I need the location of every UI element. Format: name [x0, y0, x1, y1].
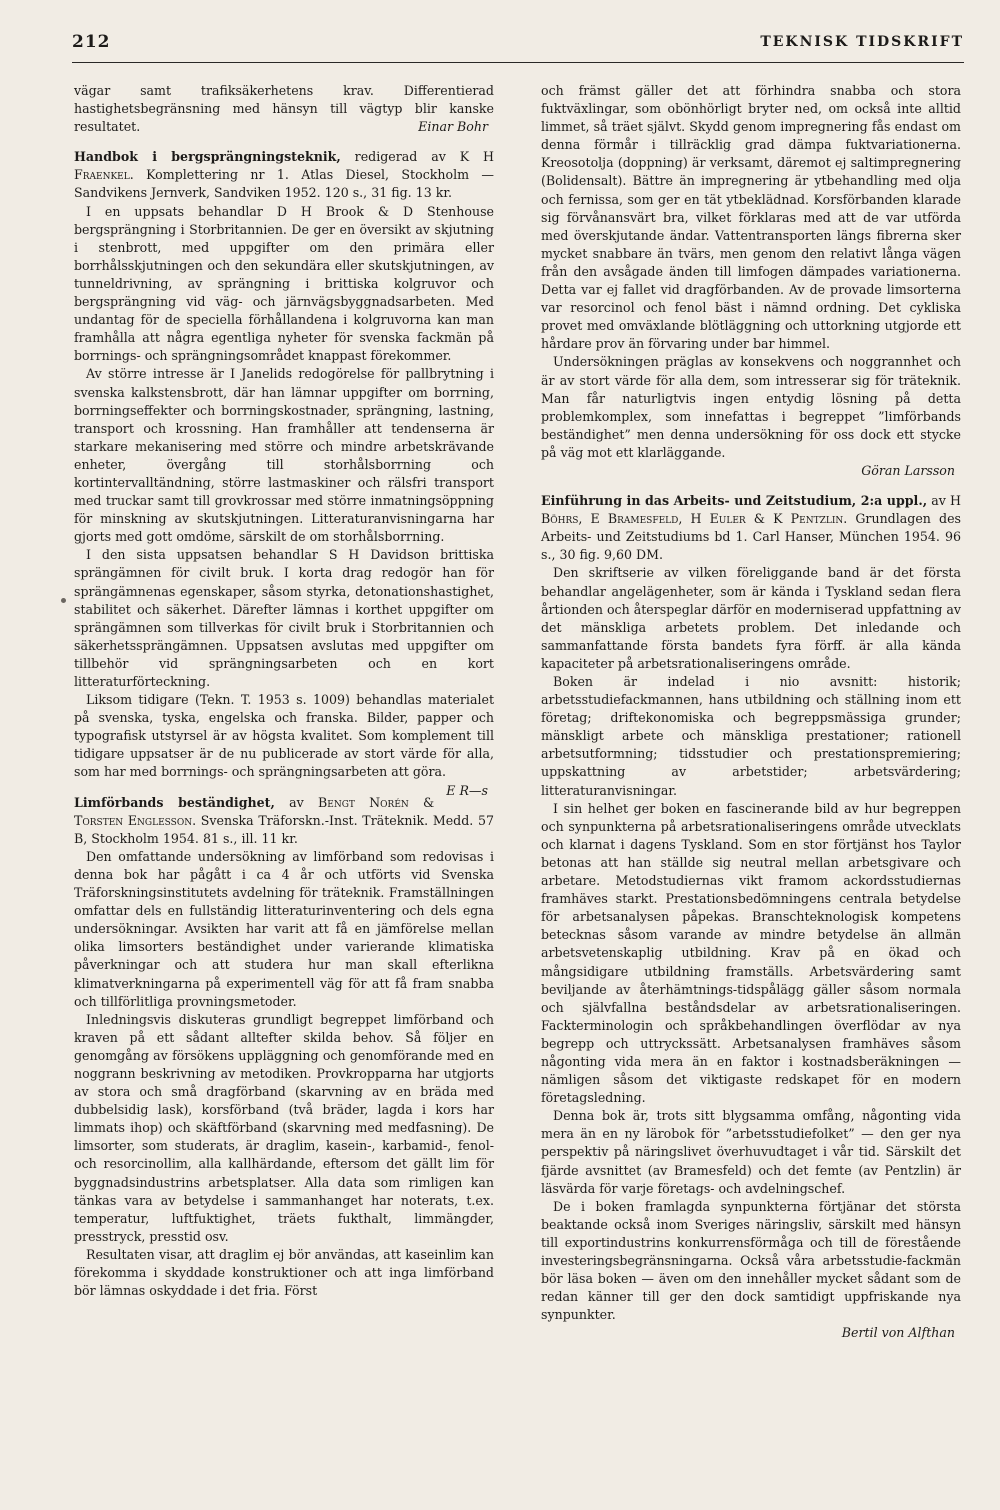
intro-continuation [74, 82, 494, 136]
review-editor-name: Fraenkel [74, 167, 130, 183]
review-paragraph: I en uppsats behandlar D H Brook & D Stenhouse bergsprängning i Storbritannien. De ger en översikt av skjutning i stenbrott, med uppgifter om den primära eller borrhålsskjutningen och den sekundära eller skutskjutningen, av tunneldrivning, av sprängning i brittiska kolgruvor och bergsprängning vid väg- och järnvägsbyggnadsarbeten. Med undantag för de speciella förhållandena i kolgruvorna kan man framhålla att några egentliga nyheter för svenska fackmän på borrnings- och sprängningsområdet knappast förekommer. [74, 203, 494, 364]
review-title: Einführung in das Arbeits- und Zeitstudium, [541, 493, 857, 509]
review-signature: Bertil von Alfthan [841, 1325, 955, 1341]
right-column [541, 82, 961, 1342]
review-paragraph-text: Liksom tidigare (Tekn. T. 1953 s. 1009) behandlas materialet på svenska, tyska, engelska och franska. Bilder, papper och typografisk utstyrsel är av högsta kvalitet. Som komplement till tidigare uppsatser är de nu publicerade av stort värde för alla, som har med borrnings- och sprängningsarbeten att göra. [74, 692, 494, 780]
page-header [72, 30, 964, 63]
review-paragraph: I den sista uppsatsen behandlar S H Davidson brittiska sprängämnen för civilt bruk. I korta drag redogör han för sprängämnenas egenskaper, såsom styrka, detonationshastighet, stabilitet och säkerhet. Därefter lämnas i korthet uppgifter om sprängämnen som tillverkas för civilt bruk i Storbritannien och säkerhetssprängämnen. Uppsatsen avslutas med uppgifter om tillbehör vid sprängningsarbeten och en kort litteraturförteckning. [74, 547, 494, 689]
intro-text: vägar samt trafiksäkerhetens krav. Differentierad hastighetsbegränsning med hänsyn till vägtyp blir kanske resultatet. [74, 83, 494, 135]
review-limforbands-continued [541, 82, 961, 480]
left-column [74, 82, 494, 1300]
review-handbok [74, 148, 494, 798]
review-paragraph: Inledningsvis diskuteras grundligt begreppet limförband och kraven på ett sådant alltefter skilda behov. Så följer en genomgång av försökens uppläggning och genomförande med en noggrann beskrivning av metodiken. Provkropparna har utgjorts av stora och små dragförband (skarvning av en bräda med dubbelsidig lask), korsförband (två bräder, lagda i kors har limmats ihop) och skäftförband (skarvning med medfasning). De limsorter, som studerats, är draglim, kasein-, karbamid-, fenol- och resorcinollim, alla kallhärdande, eftersom det gällt lim för byggnadsindustrins arbetsplatser. Alla data som rimligen kan tänkas vara av betydelse i sammanhanget har noterats, t.ex. temperatur, luftfuktighet, träets fukthalt, limmängder, presstryck, presstid osv. [74, 1011, 494, 1244]
review-paragraph: Resultaten visar, att draglim ej bör användas, att kaseinlim kan förekomma i skyddade konstruktioner och att inga limförband bör lämnas oskyddade i det fria. Först [74, 1246, 494, 1299]
review-paragraph: Undersökningen präglas av konsekvens och noggrannhet och är av stort värde för alla dem, som intresserar sig för träteknik. Man får naturligtvis ingen entydig lösning på detta problemkomplex, som innefattas i begreppet ”limförbands beständighet” men denna undersökning för oss dock ett stycke på väg mot ett klarläggande. [541, 354, 961, 460]
review-author-prefix: av [289, 794, 304, 810]
review-paragraph: Boken är indelad i nio avsnitt: historik; arbetsstudiefackmannen, hans utbildning och ställning inom ett företag; driftekonomiska och begreppsmässiga grunder; mänskligt arbete och mänskliga prestationer; rationell arbetsutformning; tidsstudier och prestationspremiering; uppskattning av arbetstider; arbetsvärdering; litteraturanvisningar. [541, 674, 961, 798]
review-limforbands [74, 794, 494, 1301]
review-citation: . Grundlagen des Arbeits- und Zeitstudiums bd 1. Carl Hanser, München 1954. 96 s., 30 fig. 9,60 DM. [541, 511, 961, 563]
review-editor-prefix: redigerad av K H [354, 149, 494, 165]
review-heading [541, 492, 961, 564]
review-edition: 2:a uppl., [856, 493, 928, 509]
review-paragraph: Denna bok är, trots sitt blygsamma omfång, någonting vida mera än en ny lärobok för ”arbetsstudiefolket” — den ger nya perspektiv på näringslivet överhuvudtaget i vår tid. Särskilt det fjärde avsnittet (av Bramesfeld) och det femte (av Pentzlin) är läsvärda för varje företags- och avdelningschef. [541, 1108, 961, 1196]
review-paragraph [74, 691, 494, 798]
review-signature: E R—s [446, 782, 488, 798]
review-paragraph: och främst gäller det att förhindra snabba och stora fuktväxlingar, som obönhörligt bryter ned, om också inte alltid limmet, så träet självt. Skydd genom impregnering fås endast om denna förmår i tillräcklig grad dämpa fuktvariationerna. Kreosotolja (doppning) är verksamt, däremot ej saltimpregnering (Bolidensalt). Bättre än impregnering är ytbehandling med olja och fernissa, som ger en tät ytbeklädnad. Korsförbanden klarade sig förvånansvärt bra, vilket förklaras med att de var utförda med överskjutande ändar. Vattentransporten längs fibrerna sker mycket snabbare än tvärs, men genom den relativt långa vägen från den avsågade änden till limfogen dämpades variationerna. Detta var ej fallet vid dragförbanden. Av de provade limsorterna var resorcinol och fenol bäst i nämnd ordning. Det cykliska provet med omväxlande blötläggning och uttorkning utgjorde ett hårdare prov än förvaring under bar himmel. [541, 83, 961, 352]
review-heading [74, 794, 494, 848]
review-authors: Böhrs, E Bramesfeld, H Euler & K Pentzlin [541, 511, 844, 527]
review-einfuhrung [541, 492, 961, 1342]
review-paragraph: De i boken framlagda synpunkterna förtjänar det största beaktande också inom Sveriges näringsliv, särskilt med hänsyn till exportindustrins konkurrensförmåga och till de förestående investeringsbegränsningarna. Också våra arbetsstudie-fackmän bör läsa boken — även om den innehåller mycket sådant som de redan känner till ger den dock samtidigt uppfriskande nya synpunkter. [541, 1198, 961, 1323]
intro-paragraph [74, 82, 494, 136]
review-paragraph: Den skriftserie av vilken föreliggande band är det första behandlar angelägenheter, som är kända i Tyskland sedan flera årtionden och återspeglar därför en moderniserad uppfattning av det mänskliga arbetets problem. Det inledande och sammanfattande första bandets fyra förff. är alla kända kapaciteter på arbetsrationaliseringens område. [541, 565, 961, 671]
review-title: Limförbands beständighet, [74, 794, 275, 810]
review-title: Handbok i bergsprängningsteknik, [74, 149, 341, 165]
review-heading [74, 148, 494, 202]
review-author-prefix: av H [931, 493, 962, 509]
page-number: 212 [72, 32, 111, 52]
review-citation: . Komplettering nr 1. Atlas Diesel, Stockholm — Sandvikens Jernverk, Sandviken 1952. 120 s., 31 fig. 13 kr. [74, 167, 494, 201]
intro-signature: Einar Bohr [418, 119, 488, 135]
review-paragraph: I sin helhet ger boken en fascinerande bild av hur begreppen och synpunkterna på arbetsrationaliseringens område utvecklats och klarnat i dagens Tyskland. Som en stor förtjänst hos Taylor betonas att han ställde sig neutral mellan arbetsgivare och arbetare. Metodstudiernas vikt framom ackordsstudiernas framhäves starkt. Prestationsbedömningens centrala betydelse för arbetsanalysen påpekas. Branschteknologisk kompetens betecknas såsom varande av mindre betydelse än allmän arbetsvetenskaplig utbildning. Krav på en ökad och mångsidigare utbildning framställs. Arbetsvärdering samt beviljande av återhämtnings-tidspålägg gäller såsom normala och självfallna beståndsdelar av arbetsrationaliseringen. Fackterminologin och språkbehandlingen överflödar av nya begrepp och uttryckssätt. Arbetsanalysen framhäves såsom någonting vida mera än en faktor i kostnadsberäkningen — nämligen såsom det viktigaste redskapet för en modern företagsledning. [541, 800, 961, 1106]
review-signature: Göran Larsson [861, 462, 955, 478]
review-citation: . Svenska Träforskn.-Inst. Träteknik. Medd. 57 B, Stockholm 1954. 81 s., ill. 11 kr. [74, 812, 494, 846]
review-paragraph: Av större intresse är I Janelids redogörelse för pallbrytning i svenska kalkstensbrott, där han lämnar uppgifter om borrning, borrningseffekter och borrningskostnader, sprängning, lastning, transport och krossning. Han framhåller att tendenserna är starkare mekanisering med större och mindre arbetskrävande enheter, övergång till storhålsborrning och kortintervalltändning, större lastmaskiner och rälsfri transport med truckar samt till grovkrossar med större inmatningsöppning för minskning av skutskjutningen. Litteraturanvisningarna har gjorts med gott omdöme, särskilt de om storhålsborrning. [74, 366, 494, 545]
review-authors: Bengt Norén & Torsten Englesson [74, 794, 435, 828]
review-paragraph: Den omfattande undersökning av limförband som redovisas i denna bok har pågått i ca 4 år och utförts vid Svenska Träforskningsinstitutets avdelning för träteknik. Framställningen omfattar dels en fullständig litteraturinventering och dels egna undersökningar. Avsikten har varit att få en jämförelse mellan olika limsorters beständighet under varierande klimatiska påverkningar och att studera hur man skall efterlikna klimatverkningarna på experimentell väg för att få fram snabba och tillförlitliga provningsmetoder. [74, 848, 494, 1009]
margin-mark [61, 598, 66, 603]
journal-title: TEKNISK TIDSKRIFT [760, 34, 964, 50]
